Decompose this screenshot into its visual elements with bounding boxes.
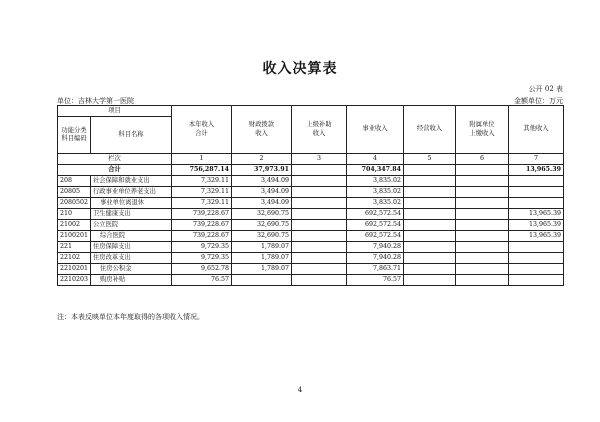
amount-cell bbox=[404, 264, 456, 275]
amount-cell bbox=[404, 231, 456, 242]
form-number: 公开 02 表 bbox=[528, 85, 563, 93]
amount-cell bbox=[404, 275, 456, 286]
amount-cell: 32,690.75 bbox=[232, 209, 292, 220]
subject-name: 住房保障支出 bbox=[91, 242, 172, 253]
amount-cell bbox=[292, 220, 347, 231]
amount-cell bbox=[404, 198, 456, 209]
total-value: 37,973.91 bbox=[232, 165, 292, 176]
amount-cell: 7,329.11 bbox=[172, 187, 232, 198]
table-row bbox=[58, 187, 564, 198]
total-value: 756,287.14 bbox=[172, 165, 232, 176]
amount-cell: 739,228.67 bbox=[172, 220, 232, 231]
amount-cell bbox=[456, 209, 509, 220]
header-subject-name: 科目名称 bbox=[91, 117, 172, 154]
total-value bbox=[404, 165, 456, 176]
total-value: 13,965.39 bbox=[509, 165, 564, 176]
table-row bbox=[58, 242, 564, 253]
amount-cell: 9,652.78 bbox=[172, 264, 232, 275]
amount-cell: 9,729.35 bbox=[172, 253, 232, 264]
func-code: 20805 bbox=[58, 187, 91, 198]
table-row bbox=[58, 275, 564, 286]
table-row bbox=[58, 220, 564, 231]
header-func-code: 功能分类 科目编码 bbox=[58, 117, 91, 154]
column-number: 2 bbox=[232, 154, 292, 165]
amount-cell bbox=[404, 220, 456, 231]
page-number: 4 bbox=[297, 386, 303, 394]
amount-cell bbox=[292, 231, 347, 242]
amount-cell bbox=[509, 253, 564, 264]
func-code: 210 bbox=[58, 209, 91, 220]
amount-cell bbox=[404, 176, 456, 187]
func-code: 2100201 bbox=[58, 231, 91, 242]
amount-cell bbox=[292, 264, 347, 275]
subject-name: 社会保障和就业支出 bbox=[91, 176, 172, 187]
header-affiliated: 附属单位 上缴收入 bbox=[456, 106, 509, 154]
amount-cell: 7,940.28 bbox=[347, 242, 404, 253]
column-number: 5 bbox=[404, 154, 456, 165]
column-index-label: 栏次 bbox=[58, 154, 172, 165]
amount-cell: 1,789.07 bbox=[232, 264, 292, 275]
func-code: 2210203 bbox=[58, 275, 91, 286]
subject-name: 住房改革支出 bbox=[91, 253, 172, 264]
amount-cell: 3,494.09 bbox=[232, 187, 292, 198]
table-row bbox=[58, 209, 564, 220]
amount-cell bbox=[456, 264, 509, 275]
func-code: 221 bbox=[58, 242, 91, 253]
amount-cell bbox=[404, 209, 456, 220]
subject-name: 事业单位离退休 bbox=[91, 198, 172, 209]
column-number: 1 bbox=[172, 154, 232, 165]
func-code: 208 bbox=[58, 176, 91, 187]
amount-cell bbox=[292, 198, 347, 209]
amount-cell: 692,572.54 bbox=[347, 231, 404, 242]
subject-name: 综合医院 bbox=[91, 231, 172, 242]
amount-cell: 9,729.35 bbox=[172, 242, 232, 253]
func-code: 22102 bbox=[58, 253, 91, 264]
amount-cell: 76.57 bbox=[172, 275, 232, 286]
amount-cell: 739,228.67 bbox=[172, 231, 232, 242]
amount-cell bbox=[509, 198, 564, 209]
amount-cell: 76.57 bbox=[347, 275, 404, 286]
column-number: 4 bbox=[347, 154, 404, 165]
amount-cell: 3,494.09 bbox=[232, 198, 292, 209]
header-other: 其他收入 bbox=[509, 106, 564, 154]
func-code: 2210201 bbox=[58, 264, 91, 275]
header-annual-total: 本年收入 合计 bbox=[172, 106, 232, 154]
reporting-unit: 单位：吉林大学第一医院 bbox=[57, 97, 134, 105]
header-higher: 上级补助 收入 bbox=[292, 106, 347, 154]
amount-cell bbox=[456, 198, 509, 209]
header-fiscal: 财政拨款 收入 bbox=[232, 106, 292, 154]
amount-cell bbox=[456, 253, 509, 264]
total-label: 合计 bbox=[58, 165, 172, 176]
amount-cell: 739,228.67 bbox=[172, 209, 232, 220]
table-note: 注：本表反映单位本年度取得的各项收入情况。 bbox=[57, 313, 204, 321]
amount-cell bbox=[456, 176, 509, 187]
total-row bbox=[58, 165, 564, 176]
income-table bbox=[57, 105, 564, 286]
table-row bbox=[58, 198, 564, 209]
subject-name: 购房补贴 bbox=[91, 275, 172, 286]
amount-cell bbox=[292, 187, 347, 198]
amount-cell: 1,789.07 bbox=[232, 242, 292, 253]
amount-cell bbox=[456, 275, 509, 286]
amount-cell: 13,965.39 bbox=[509, 220, 564, 231]
amount-cell bbox=[456, 231, 509, 242]
amount-cell: 7,863.71 bbox=[347, 264, 404, 275]
header-operating: 经营收入 bbox=[404, 106, 456, 154]
amount-cell bbox=[456, 242, 509, 253]
subject-name: 公立医院 bbox=[91, 220, 172, 231]
amount-cell bbox=[292, 253, 347, 264]
column-number: 3 bbox=[292, 154, 347, 165]
amount-cell: 3,494.09 bbox=[232, 176, 292, 187]
column-number: 7 bbox=[509, 154, 564, 165]
amount-cell bbox=[509, 176, 564, 187]
total-value bbox=[292, 165, 347, 176]
amount-cell bbox=[404, 253, 456, 264]
amount-cell bbox=[509, 242, 564, 253]
column-index-row bbox=[58, 154, 564, 165]
amount-cell bbox=[232, 275, 292, 286]
amount-cell bbox=[292, 242, 347, 253]
amount-cell bbox=[292, 275, 347, 286]
amount-cell: 3,835.02 bbox=[347, 176, 404, 187]
table-row bbox=[58, 264, 564, 275]
amount-cell: 3,835.02 bbox=[347, 198, 404, 209]
currency-unit: 金额单位：万元 bbox=[514, 97, 563, 105]
func-code: 21002 bbox=[58, 220, 91, 231]
amount-cell: 13,965.39 bbox=[509, 231, 564, 242]
amount-cell bbox=[509, 187, 564, 198]
amount-cell bbox=[509, 264, 564, 275]
amount-cell: 13,965.39 bbox=[509, 209, 564, 220]
amount-cell: 1,789.07 bbox=[232, 253, 292, 264]
amount-cell bbox=[404, 242, 456, 253]
amount-cell bbox=[292, 209, 347, 220]
report-title: 收入决算表 bbox=[262, 61, 338, 77]
amount-cell: 32,690.75 bbox=[232, 231, 292, 242]
amount-cell: 7,940.28 bbox=[347, 253, 404, 264]
amount-cell bbox=[509, 275, 564, 286]
amount-cell: 32,690.75 bbox=[232, 220, 292, 231]
table-row bbox=[58, 231, 564, 242]
amount-cell bbox=[404, 187, 456, 198]
amount-cell: 692,572.54 bbox=[347, 209, 404, 220]
amount-cell: 7,329.11 bbox=[172, 198, 232, 209]
amount-cell bbox=[292, 176, 347, 187]
amount-cell bbox=[456, 220, 509, 231]
table-row bbox=[58, 253, 564, 264]
func-code: 2080502 bbox=[58, 198, 91, 209]
amount-cell bbox=[456, 187, 509, 198]
amount-cell: 3,835.02 bbox=[347, 187, 404, 198]
total-value: 704,347.84 bbox=[347, 165, 404, 176]
amount-cell: 7,329.11 bbox=[172, 176, 232, 187]
subject-name: 卫生健康支出 bbox=[91, 209, 172, 220]
amount-cell: 692,572.54 bbox=[347, 220, 404, 231]
header-row-1 bbox=[58, 106, 564, 117]
header-business: 事业收入 bbox=[347, 106, 404, 154]
subject-name: 行政事业单位养老支出 bbox=[91, 187, 172, 198]
subject-name: 住房公积金 bbox=[91, 264, 172, 275]
column-number: 6 bbox=[456, 154, 509, 165]
total-value bbox=[456, 165, 509, 176]
table-row bbox=[58, 176, 564, 187]
header-item: 项目 bbox=[58, 106, 172, 117]
